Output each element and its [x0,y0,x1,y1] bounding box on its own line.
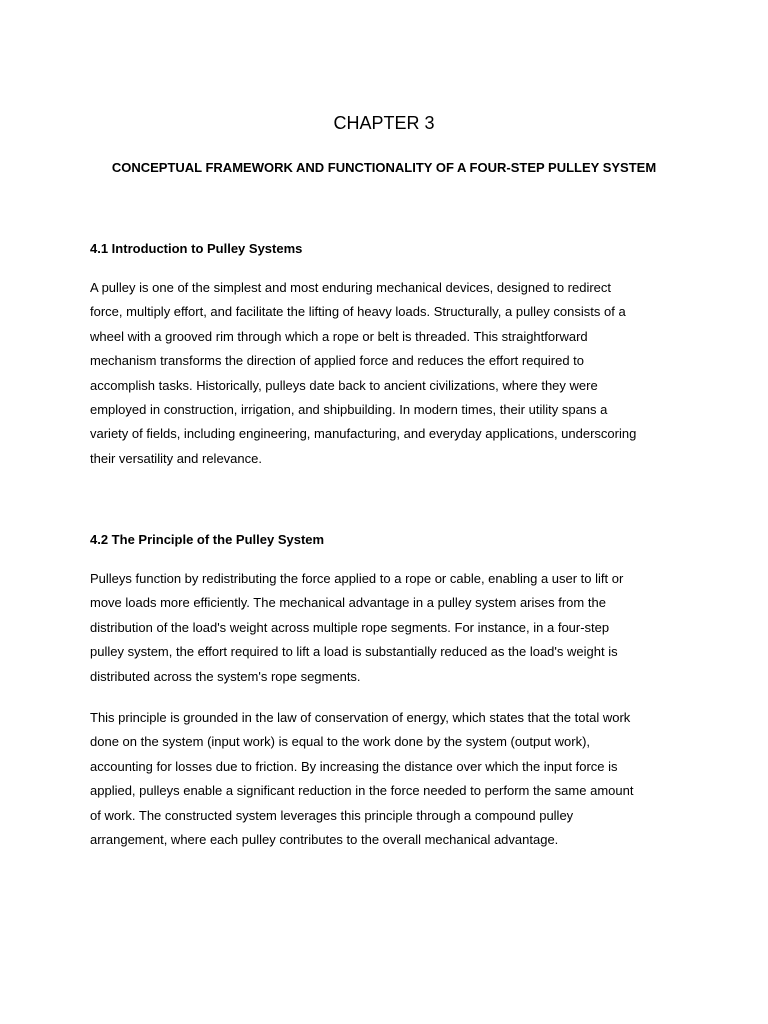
paragraph-line: wheel with a grooved rim through which a rope or belt is threaded. This straightforward [90,328,588,344]
paragraph-line: of work. The constructed system leverages this principle through a compound pulley [90,807,574,823]
paragraph-line: distribution of the load's weight across multiple rope segments. For instance, in a four-step [90,619,610,635]
section-heading-4-2: 4.2 The Principle of the Pulley System [90,532,325,547]
paragraph-line: applied, pulleys enable a significant reduction in the force needed to perform the same amount [90,783,634,799]
section-4-1-paragraph-1 [90,276,680,471]
section-heading-4-1: 4.1 Introduction to Pulley Systems [90,241,303,256]
paragraph-line: distributed across the system's rope segments. [90,668,361,684]
paragraph-line: done on the system (input work) is equal to the work done by the system (output work), [90,734,591,750]
paragraph-line: accounting for losses due to friction. By increasing the distance over which the input force is [90,758,618,774]
section-4-2-paragraph-1 [90,567,680,689]
paragraph-line: A pulley is one of the simplest and most enduring mechanical devices, designed to redirect [90,280,612,295]
paragraph-line: move loads more efficiently. The mechanical advantage in a pulley system arises from the [90,595,606,611]
paragraph-line: force, multiply effort, and facilitate the lifting of heavy loads. Structurally, a pulley consists of a [90,304,626,320]
paragraph-line: arrangement, where each pulley contributes to the overall mechanical advantage. [90,832,559,848]
paragraph-line: variety of fields, including engineering, manufacturing, and everyday applications, underscoring [90,426,637,442]
chapter-title: CONCEPTUAL FRAMEWORK AND FUNCTIONALITY OF A FOUR-STEP PULLEY SYSTEM [111,160,657,175]
section-4-2-paragraph-2 [90,706,680,852]
paragraph-line: Pulleys function by redistributing the force applied to a rope or cable, enabling a user to lift or [90,571,624,586]
paragraph-line: pulley system, the effort required to lift a load is substantially reduced as the load's weight is [90,644,618,660]
paragraph-line: mechanism transforms the direction of applied force and reduces the effort required to [90,353,585,369]
paragraph-line: employed in construction, irrigation, and shipbuilding. In modern times, their utility spans a [90,402,608,418]
paragraph-line: their versatility and relevance. [90,450,262,466]
paragraph-line: This principle is grounded in the law of conservation of energy, which states that the total work [90,710,631,725]
chapter-label: CHAPTER 3 [333,113,435,133]
paragraph-line: accomplish tasks. Historically, pulleys date back to ancient civilizations, where they were [90,377,598,393]
